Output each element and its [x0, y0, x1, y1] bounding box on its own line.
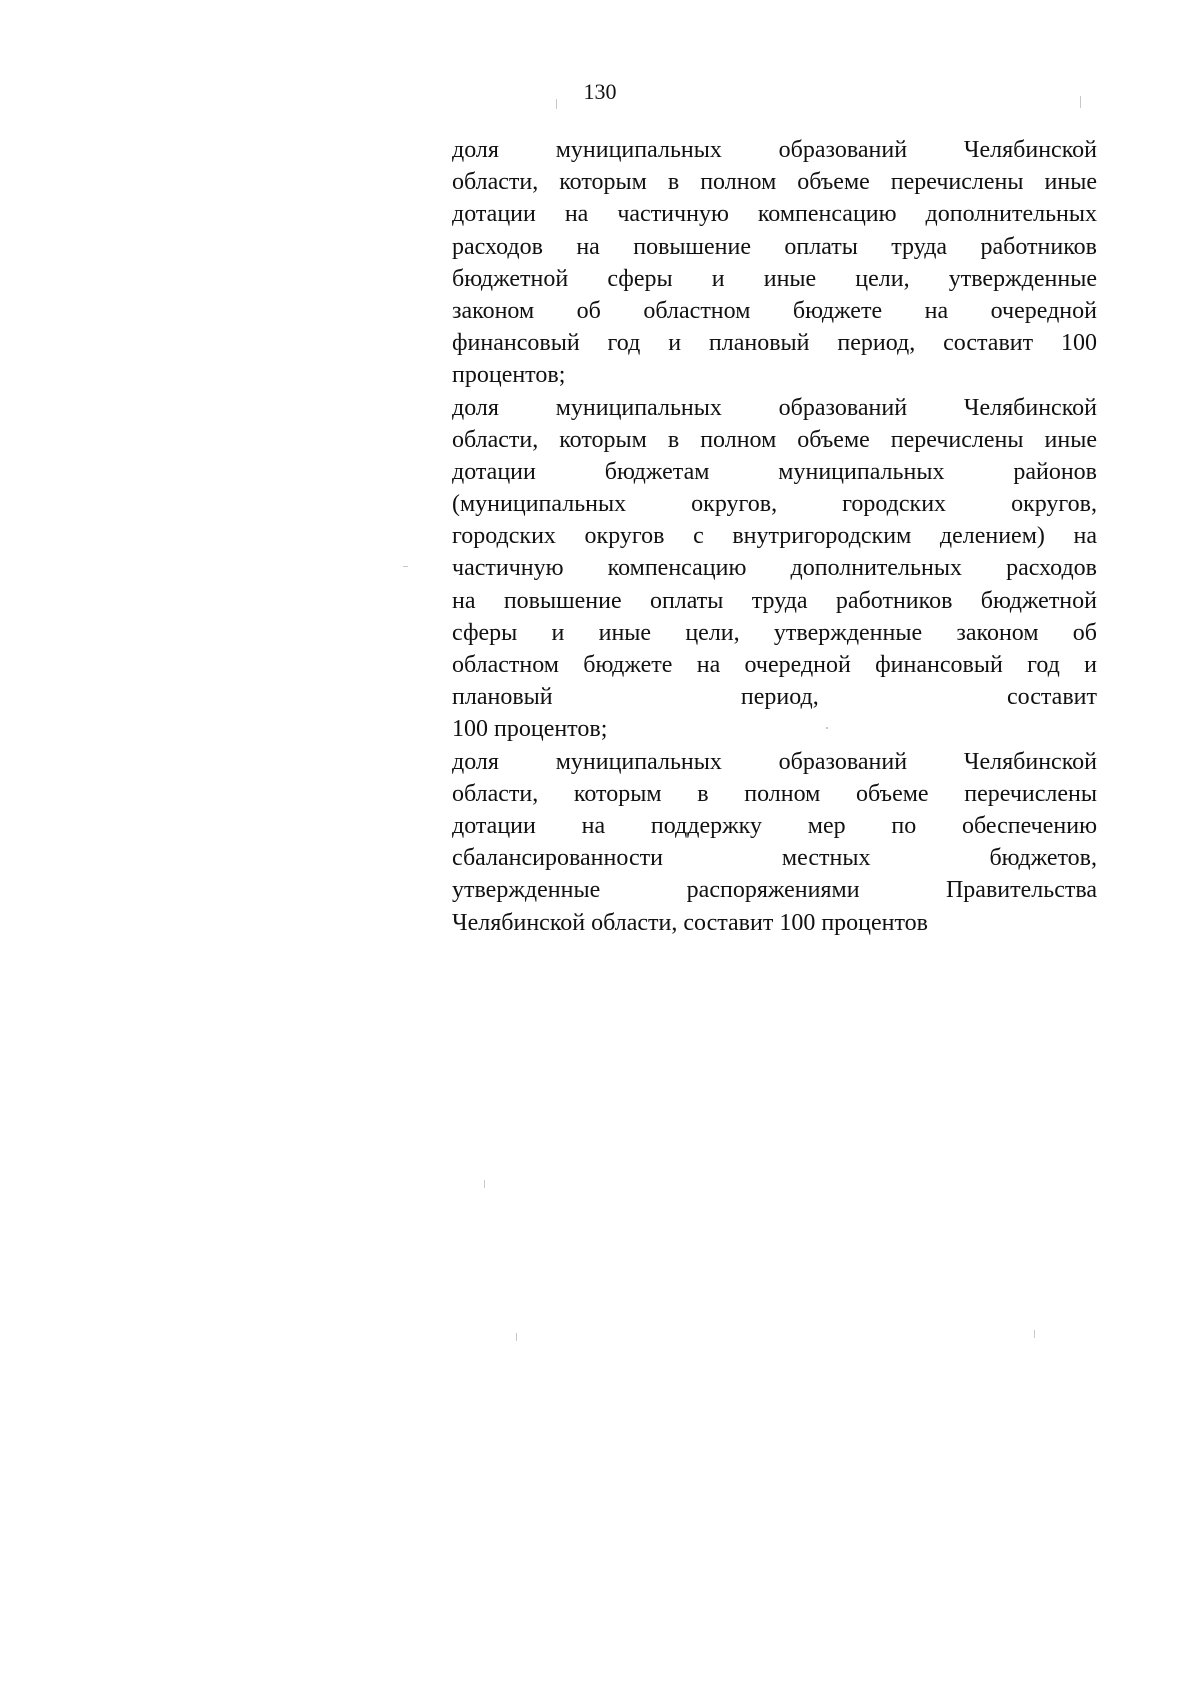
text-line: области, которым в полном объеме перечислены иные: [452, 169, 1097, 196]
paragraph: [452, 392, 1097, 746]
scan-speck: [1080, 96, 1081, 108]
text-line: областном бюджете на очередной финансовый год и: [452, 652, 1097, 678]
text-line: Челябинской области, составит 100 процентов: [452, 909, 929, 936]
text-line: дотации бюджетам муниципальных районов: [452, 458, 1097, 485]
text-line: дотации на частичную компенсацию дополнительных: [452, 201, 1097, 228]
text-line: плановый период, составит: [452, 684, 1097, 711]
scan-speck: [1034, 1330, 1035, 1338]
text-line: процентов;: [452, 362, 566, 389]
text-line: дотации на поддержку мер по обеспечению: [452, 812, 1097, 839]
text-line: городских округов с внутригородским делением) на: [452, 523, 1097, 550]
text-line: финансовый год и плановый период, составит 100: [452, 330, 1097, 357]
text-line: сбалансированности местных бюджетов,: [452, 845, 1097, 872]
text-line: частичную компенсацию дополнительных расходов: [452, 555, 1097, 582]
text-line: области, которым в полном объеме перечислены: [452, 780, 1097, 807]
text-line: утвержденные распоряжениями Правительства: [452, 877, 1097, 904]
page-number: 130: [583, 79, 617, 104]
text-line: области, которым в полном объеме перечислены иные: [452, 426, 1097, 453]
text-line: сферы и иные цели, утвержденные законом об: [452, 619, 1097, 646]
text-line: 100 процентов;: [452, 716, 608, 743]
scan-speck: [556, 99, 557, 109]
paragraph: [452, 746, 1097, 939]
text-line: доля муниципальных образований Челябинской: [452, 748, 1097, 775]
text-line: (муниципальных округов, городских округов,: [452, 491, 1097, 518]
text-line: доля муниципальных образований Челябинской: [452, 394, 1097, 421]
text-line: бюджетной сферы и иные цели, утвержденные: [452, 265, 1097, 292]
scan-speck: [403, 566, 408, 567]
scan-speck: [516, 1333, 517, 1341]
text-line: расходов на повышение оплаты труда работников: [452, 233, 1097, 260]
scan-speck: [484, 1180, 485, 1188]
scan-speck: [826, 727, 828, 729]
document-body: [452, 134, 1097, 939]
text-line: на повышение оплаты труда работников бюджетной: [452, 587, 1097, 614]
paragraph: [452, 134, 1097, 392]
text-line: законом об областном бюджете на очередной: [452, 297, 1097, 324]
text-line: доля муниципальных образований Челябинской: [452, 137, 1097, 163]
